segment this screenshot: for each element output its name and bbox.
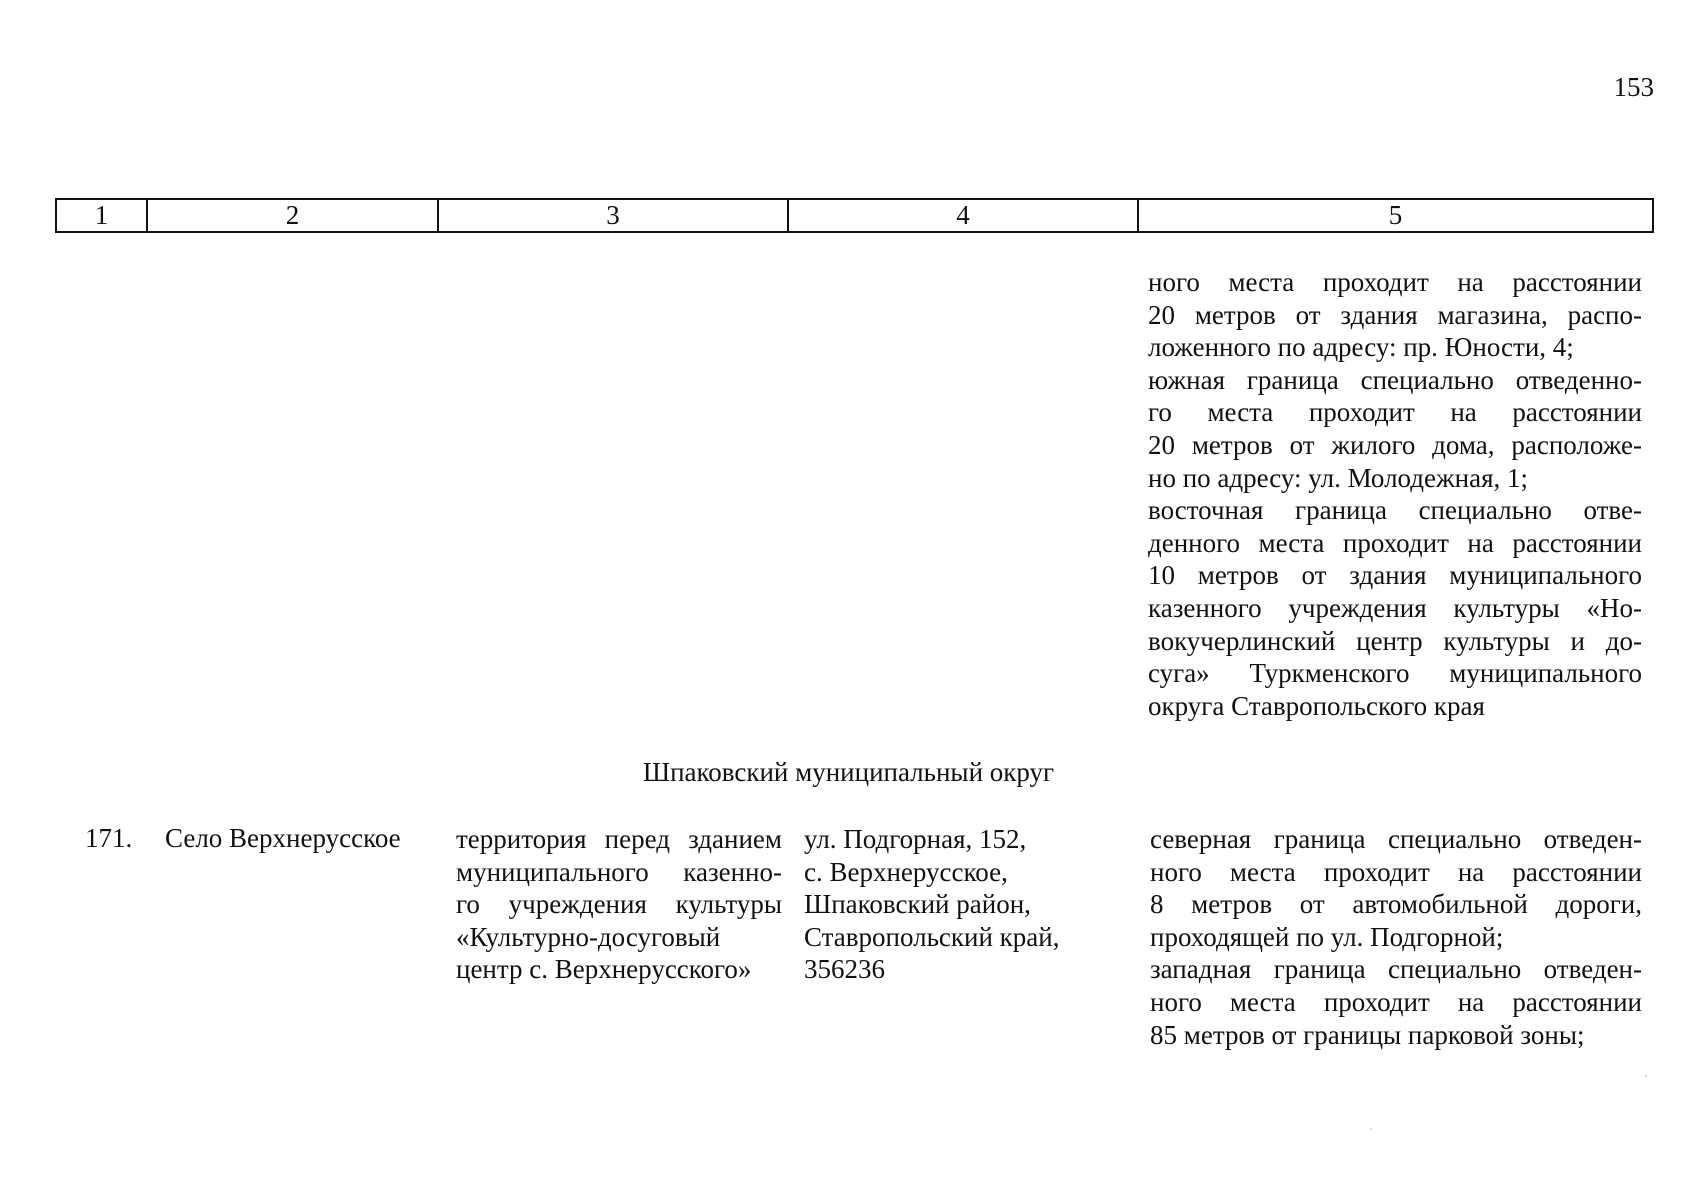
column-number-4: 4 — [788, 199, 1138, 232]
text-line: 356236 — [804, 954, 885, 985]
column-number-2: 2 — [147, 199, 438, 232]
column-number-5: 5 — [1138, 199, 1653, 232]
text-line: «Культурно-досуговый — [456, 921, 721, 952]
text-line: 10 метров от здания муниципального — [1148, 560, 1642, 591]
column-number-1: 1 — [56, 199, 147, 232]
text-line: Шпаковский район, — [804, 889, 1031, 920]
text-line: суга» Туркменского муниципального — [1148, 658, 1642, 689]
row-number: 171. — [85, 823, 133, 853]
column-number-3: 3 — [438, 199, 788, 232]
text-line: казенного учреждения культуры «Но- — [1148, 592, 1642, 623]
text-line: восточная граница специально отве- — [1148, 495, 1642, 526]
text-line: территория перед зданием — [456, 824, 782, 854]
text-line: го места проходит на расстоянии — [1148, 397, 1642, 428]
text-line: вокучерлинский центр культуры и до- — [1148, 625, 1642, 656]
text-line: денного места проходит на расстоянии — [1148, 527, 1642, 558]
column-number-row — [56, 199, 1653, 232]
text-line: центр с. Верхнерусского» — [456, 954, 752, 985]
text-line: ул. Подгорная, 152, — [804, 824, 1027, 854]
text-line: 85 метров от границы парковой зоны; — [1150, 1019, 1585, 1050]
scan-speck — [1370, 1128, 1372, 1130]
text-line: ного места проходит на расстоянии — [1150, 856, 1642, 887]
text-line: ного места проходит на расстоянии — [1150, 986, 1642, 1017]
continued-boundary-description — [1148, 266, 1642, 722]
text-line: ного места проходит на расстоянии — [1148, 267, 1642, 297]
text-line: округа Ставропольского края — [1148, 690, 1485, 721]
text-line: 20 метров от здания магазина, распо- — [1148, 299, 1642, 330]
row-boundary-description — [1150, 823, 1642, 1051]
text-line: ложенного по адресу: пр. Юности, 4; — [1148, 332, 1574, 363]
section-heading: Шпаковский муниципальный округ — [642, 757, 1055, 787]
text-line: го учреждения культуры — [456, 889, 782, 920]
row-place-name: Село Верхнерусское — [165, 823, 401, 853]
text-line: западная граница специально отведен- — [1150, 954, 1642, 985]
text-line: Ставропольский край, — [804, 921, 1060, 952]
text-line: с. Верхнерусское, — [804, 856, 1008, 887]
scan-speck — [1645, 1075, 1647, 1077]
text-line: проходящей по ул. Подгорной; — [1150, 921, 1504, 952]
text-line: муниципального казенно- — [456, 856, 782, 887]
column-number-header-table — [55, 198, 1654, 233]
text-line: но по адресу: ул. Молодежная, 1; — [1148, 462, 1528, 493]
page-number: 153 — [1613, 72, 1654, 102]
text-line: северная граница специально отведен- — [1150, 824, 1642, 854]
text-line: южная граница специально отведенно- — [1148, 364, 1642, 395]
row-address — [804, 823, 1104, 986]
text-line: 8 метров от автомобильной дороги, — [1150, 889, 1642, 920]
text-line: 20 метров от жилого дома, расположе- — [1148, 429, 1642, 460]
row-territory-description — [456, 823, 782, 986]
